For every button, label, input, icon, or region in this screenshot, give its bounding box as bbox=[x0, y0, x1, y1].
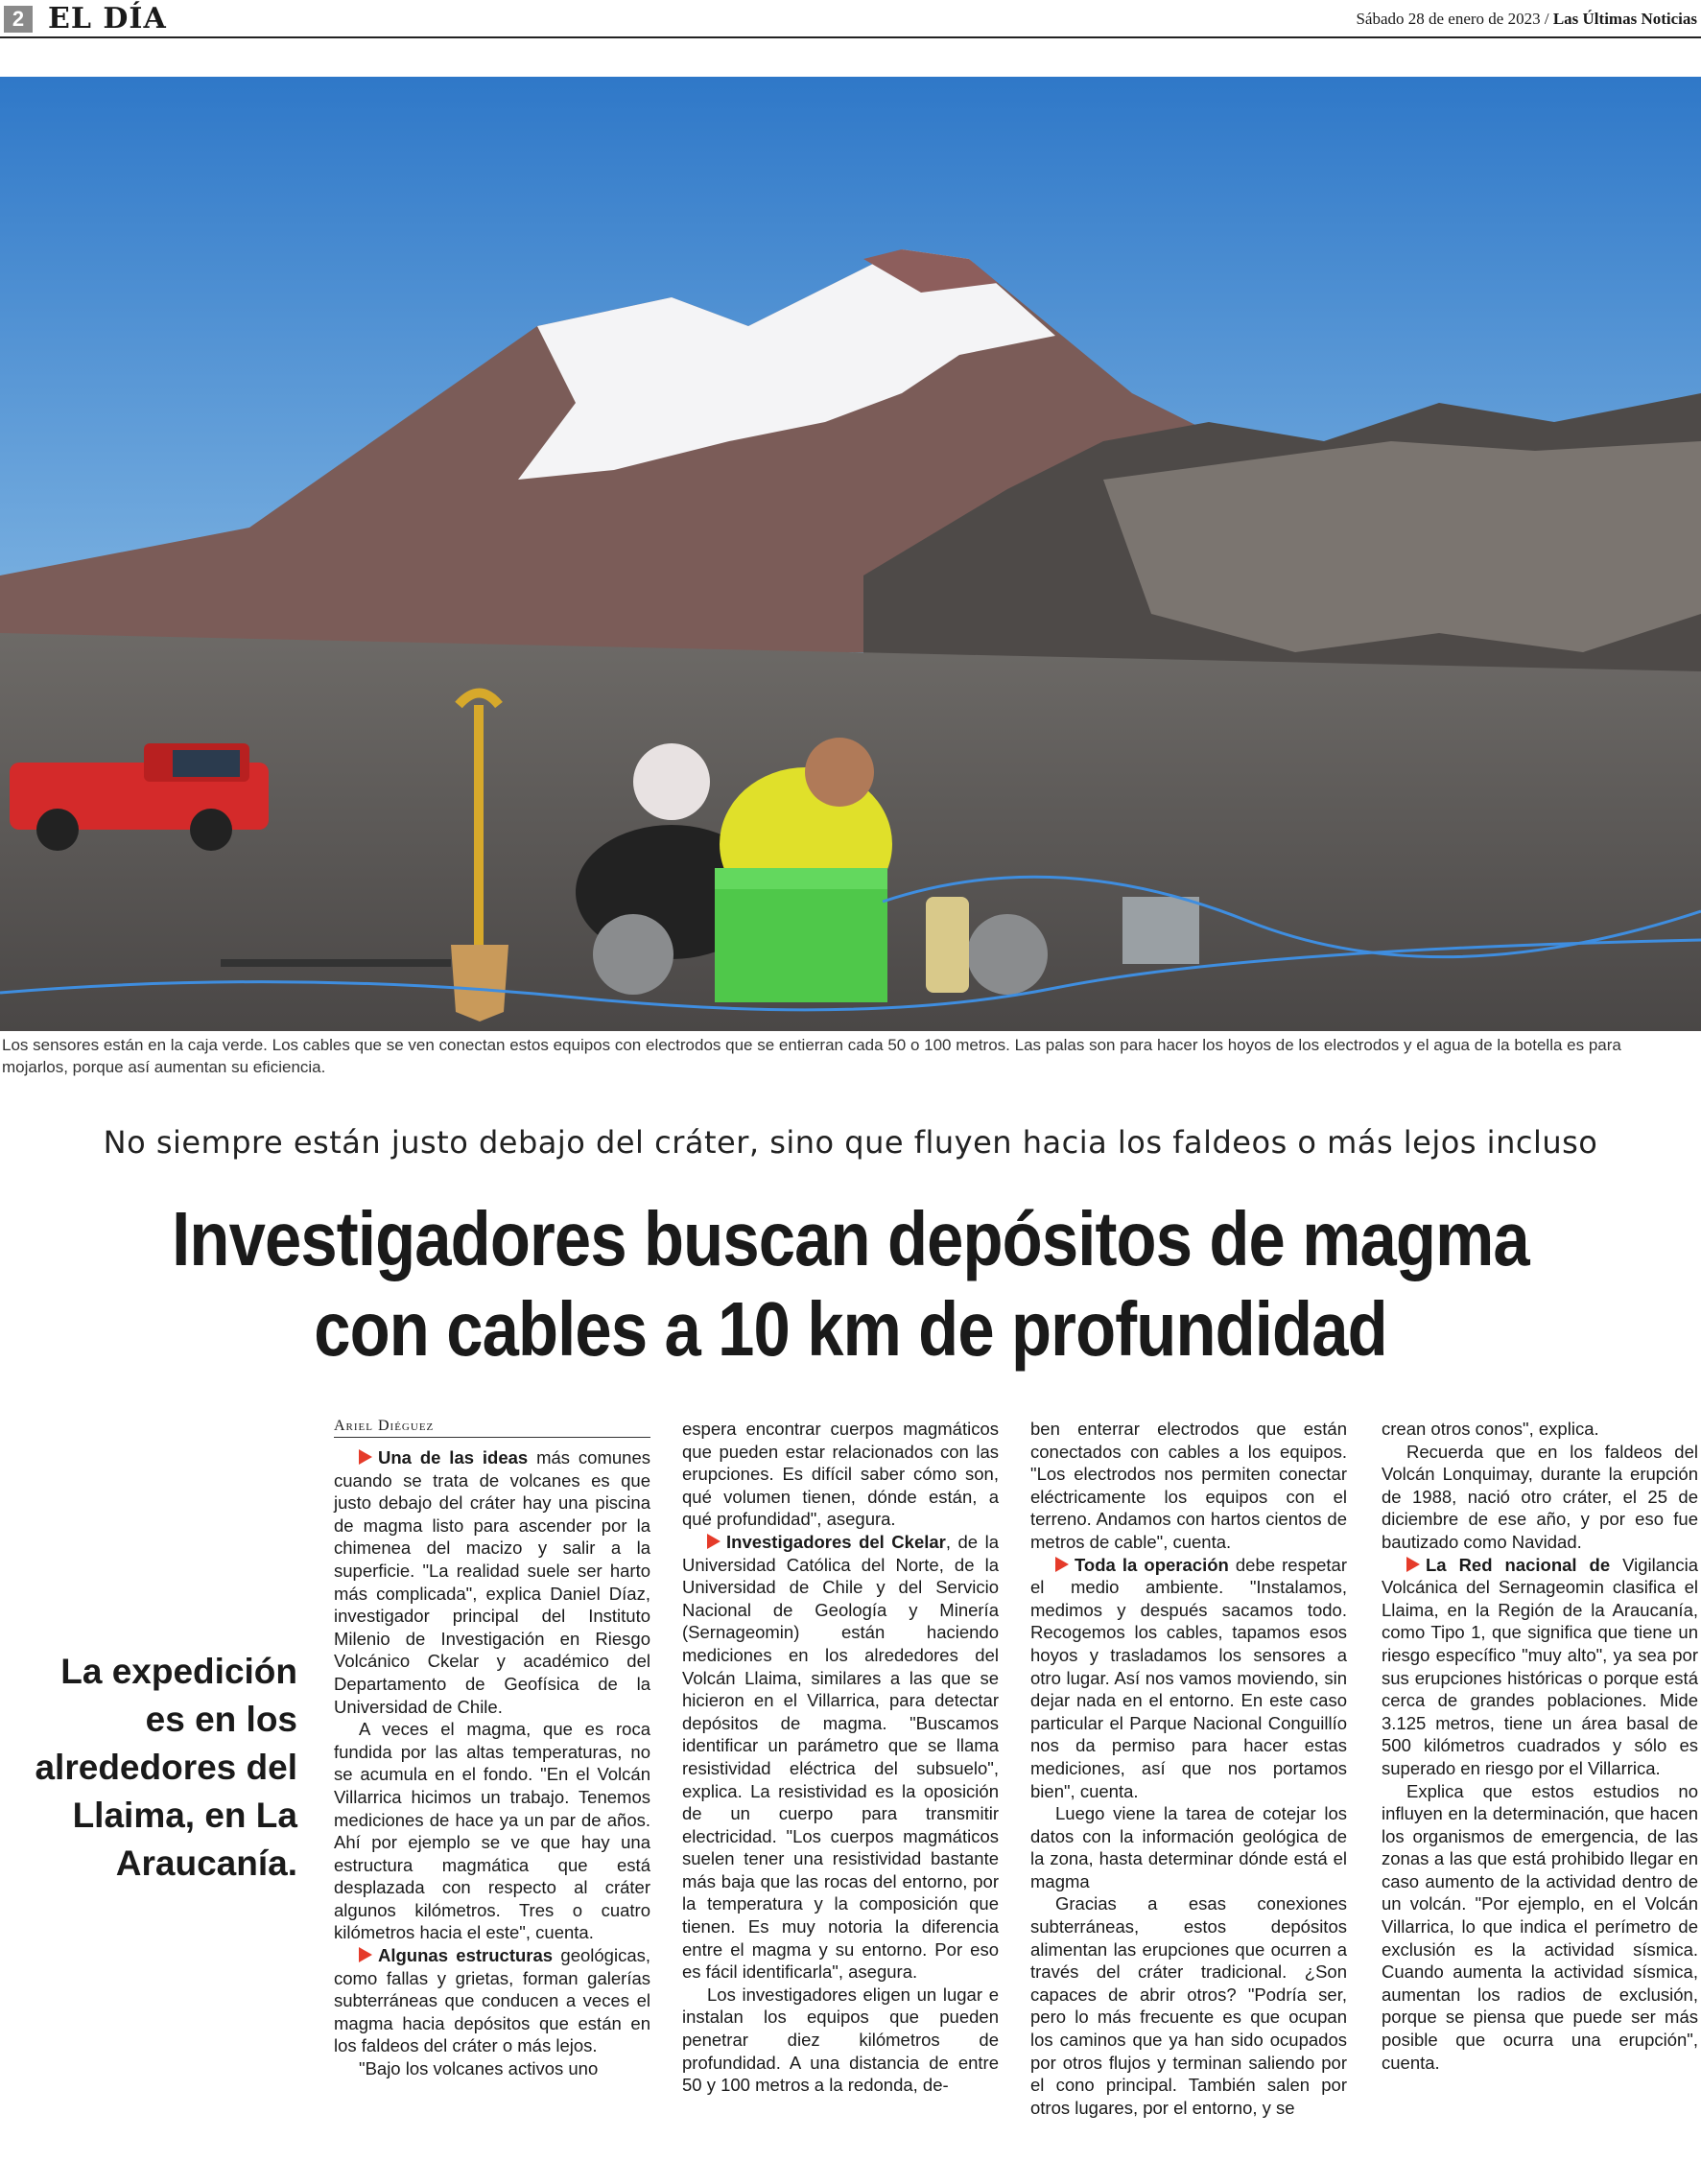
paragraph: Una de las ideas más comunes cuando se trata de volcanes es que justo debajo del cráter hay una piscina de magma listo para ascender por la chimenea del macizo y salir a la superficie. "La realidad suele ser harto más complicada", explica Daniel Díaz, investigador principal del Instituto Milenio de Investigación en Riesgo Volcánico Ckelar y académico del Departamento de Geofísica de la Universidad de Chile. bbox=[334, 1447, 651, 1717]
bullet-triangle-icon bbox=[707, 1534, 721, 1549]
byline: Ariel Diéguez bbox=[334, 1418, 650, 1438]
pull-quote: La expedición es en los alrededores del Llaima, en La Araucanía. bbox=[35, 1652, 297, 1883]
bullet-triangle-icon bbox=[1406, 1557, 1420, 1572]
paragraph: Recuerda que en los faldeos del Volcán Lonquimay, durante la erupción de 1988, nació otro cráter, el 25 de diciembre de ese año, y por eso fue bautizado como Navidad. bbox=[1382, 1441, 1698, 1552]
article-column-3 bbox=[1030, 1418, 1347, 2119]
bullet-triangle-icon bbox=[359, 1449, 372, 1465]
headline-line-2: con cables a 10 km de profundidad bbox=[314, 1286, 1387, 1372]
dateline: Sábado 28 de enero de 2023 / Las Últimas Noticias bbox=[1356, 10, 1697, 28]
section-title: EL DÍA bbox=[48, 2, 167, 35]
article-column-4 bbox=[1382, 1418, 1698, 2074]
paragraph: Explica que estos estudios no influyen en la determinación, que hacen los organismos de emergencia, de las zonas a las que está prohibido llegar en caso aumento de la actividad dentro de un volcán. "Por ejemplo, en el Volcán Villarrica, lo que indica el perímetro de exclusión es la actividad sísmica. Cuando aumenta la actividad sísmica, aumentan los radios de exclusión, porque se piensa que puede ser más posible que ocurra una erupción", cuenta. bbox=[1382, 1780, 1698, 2073]
page-number: 2 bbox=[4, 6, 33, 33]
header-rule bbox=[0, 36, 1701, 38]
paragraph: A veces el magma, que es roca fundida por las altas temperaturas, no se acumula en el fondo. "En el Volcán Villarrica hicimos un trabajo. Tenemos mediciones de hace ya un par de años. Ahí por ejemplo se ve que hay una estructura magmática que está desplazada con respecto al cráter algunos kilómetros. Tres o cuatro kilómetros hacia el este", cuenta. bbox=[334, 1719, 650, 1943]
paragraph: La Red nacional de Vigilancia Volcánica del Sernageomin clasifica el Llaima, en la Región de la Araucanía, como Tipo 1, que significa que tiene un riesgo específico "muy alto", ya sea por sus erupciones históricas o porque está cerca de grandes poblaciones. Mide 3.125 metros, tiene un área basal de 500 kilómetros cuadrados y sólo es superado en riesgo por el Villarrica. bbox=[1382, 1554, 1698, 1778]
paragraph: Gracias a esas conexiones subterráneas, estos depósitos alimentan las erupciones que ocurren a través del cráter tradicional. ¿Son capaces de abrir otros? "Podría ser, pero lo más frecuente es que ocupan los caminos que ya han sido ocupados por otros flujos y terminan saliendo por el cono principal. También salen por otros lugares, por el entorno, y se bbox=[1030, 1893, 1347, 2118]
headline-line-1: Investigadores buscan depósitos de magma bbox=[172, 1196, 1529, 1281]
paragraph: Investigadores del Ckelar, de la Universidad Católica del Norte, de la Universidad de Chile y del Servicio Nacional de Geología y Minería (Sernageomin) están haciendo mediciones en los alrededores del Volcán Llaima, similares a las que se hicieron en el Villarrica, para detectar depósitos de magma. "Buscamos identificar un parámetro que se llama resistividad eléctrica del subsuelo", explica. La resistividad es la oposición de un cuerpo para transmitir electricidad. "Los cuerpos magmáticos suelen tener una resistividad bastante más baja que las rocas del entorno, por la temperatura y la composición que tienen. Es muy notoria la diferencia entre el magma y su entorno. Por eso es fácil identificarla", asegura. bbox=[682, 1531, 999, 1983]
paragraph: Algunas estructuras geológicas, como fallas y grietas, forman galerías subterráneas que conducen a veces el magma hacia depósitos que están en los faldeos del cráter o más lejos. bbox=[334, 1945, 650, 2056]
volcano-photo bbox=[0, 77, 1701, 1031]
page-header bbox=[0, 0, 1701, 38]
paragraph: Los investigadores eligen un lugar e instalan los equipos que pueden penetrar diez kilómetros de profundidad. A una distancia de entre 50 y 100 metros a la redonda, de- bbox=[682, 1984, 999, 2096]
kicker: No siempre están justo debajo del cráter, sino que fluyen hacia los faldeos o más lejos incluso bbox=[103, 1124, 1598, 1161]
paragraph: "Bajo los volcanes activos uno bbox=[359, 2058, 599, 2079]
paragraph: ben enterrar electrodos que están conectados con cables a los equipos. "Los electrodos nos permiten conectar eléctricamente los equipos con el terreno. Andamos con hartos cientos de metros de cable", cuenta. bbox=[1030, 1419, 1347, 1552]
paragraph: espera encontrar cuerpos magmáticos que pueden estar relacionados con las erupciones. Es difícil saber cómo son, qué volumen tienen, dónde están, a qué profundidad", asegura. bbox=[682, 1419, 999, 1530]
headline bbox=[0, 1194, 1701, 1374]
article-column-1 bbox=[334, 1446, 650, 2080]
article-column-2 bbox=[682, 1418, 999, 2097]
bullet-triangle-icon bbox=[1055, 1557, 1069, 1572]
photo-caption: Los sensores están en la caja verde. Los cables que se ven conectan estos equipos con electrodos que se entierran cada 50 o 100 metros. Las palas son para hacer los hoyos de los electrodos y el agua de la botella es para mojarlos, porque así aumentan su eficiencia. bbox=[2, 1036, 1621, 1076]
paragraph: Toda la operación debe respetar el medio ambiente. "Instalamos, medimos y después sacamos todo. Recogemos los cables, tapamos esos hoyos y trasladamos los sensores a otro lugar. Así nos vamos moviendo, sin dejar nada en el entorno. En este caso particular el Parque Nacional Conguillío nos da permiso para hacer estas mediciones, así que nos portamos bien", cuenta. bbox=[1030, 1554, 1347, 1801]
bullet-triangle-icon bbox=[359, 1947, 372, 1962]
issue-date: Sábado 28 de enero de 2023 bbox=[1356, 10, 1541, 28]
paragraph: Luego viene la tarea de cotejar los datos con la información geológica de la zona, hasta determinar dónde está el magma bbox=[1030, 1803, 1347, 1891]
paragraph: crean otros conos", explica. bbox=[1382, 1419, 1599, 1439]
publication-name: Las Últimas Noticias bbox=[1552, 10, 1697, 28]
